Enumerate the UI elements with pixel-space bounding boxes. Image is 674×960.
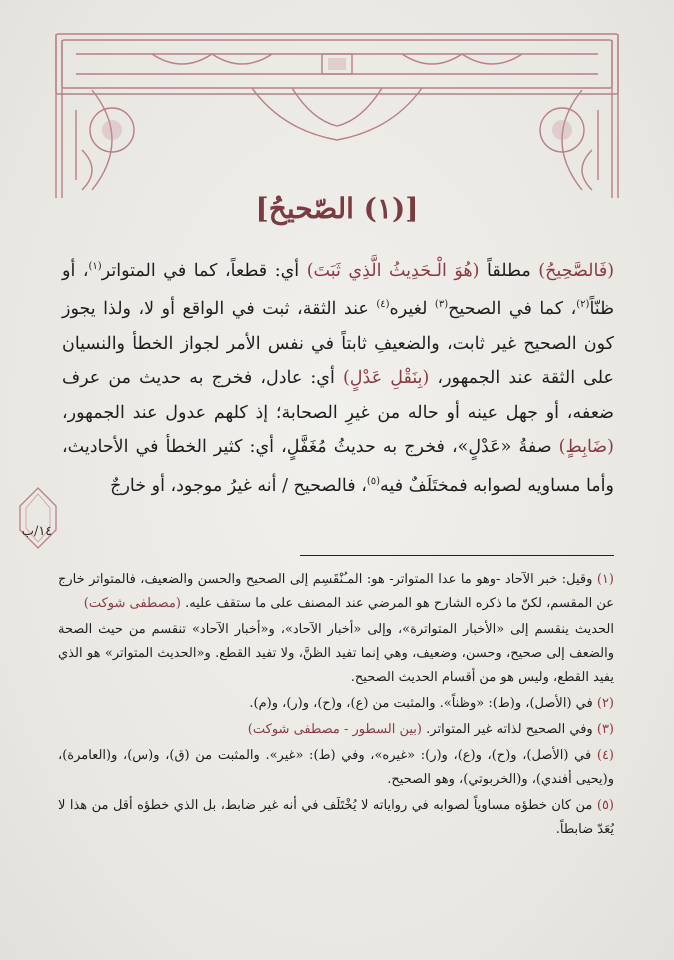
matn-term: (فَالصَّحِيحُ) [538, 260, 615, 281]
footnote-number: (٢) [596, 696, 614, 711]
section-heading: [(١) الصّحيحُ] [255, 192, 419, 225]
footnote-number: (١) [596, 572, 614, 587]
footnote-ref[interactable]: (٤) [376, 299, 390, 311]
footnote-1 [58, 568, 614, 616]
footnote-text: وقيل: خبر الآحاد -وهو ما عدا المتواتر- هو: المـُنْقَسِم إلى الصحيح والحسن والضعيف، فالمتواتر خارج عن المقسم، لكنّ ما ذكره الشارح هو المرضي عند المصنف على ما ستقف عليه. [58, 572, 614, 611]
footnote-text: في (الأصل)، و(ط): «وظناً». والمثبت من (ع)، و(ح)، و(ر)، و(م). [249, 696, 593, 711]
commentary-text: ، فالصحيح / أنه غيرُ موجود، أو خارجٌ [110, 475, 367, 496]
footnote-attribution: (مصطفى شوكت) [83, 596, 181, 611]
folio-marker-ornament [16, 486, 60, 550]
matn-term: (ضَابِطٍ) [558, 437, 614, 458]
footnote-attribution: (بين السطور - مصطفى شوكت) [247, 722, 423, 737]
footnote-number: (٣) [596, 722, 614, 737]
footnotes [58, 568, 614, 844]
footnote-2 [58, 692, 614, 716]
footnote-number: (٥) [596, 798, 614, 813]
footnote-3 [58, 718, 614, 742]
footnote-1-continued: الحديث ينقسم إلى «الأخبار المتواترة»، وإلى «أخبار الآحاد»، و«أخبار الآحاد» تنقسم من حيث الصحة والضعف إلى صحيح، وحسن، وضعيف، وهي إنما تفيد الظنَّ، ولا تفيد القطع. و«الحديث المتواتر» هو الذي يفيد القطع، وليس هو من أقسام الحديث الصحيح. [58, 622, 614, 685]
commentary-text: لغيره [389, 299, 435, 320]
footnote-text: وفي الصحيح لذاته غير المتواتر. [426, 722, 593, 737]
main-text [62, 250, 614, 503]
footnote-text: في (الأصل)، و(ح)، و(ع)، و(ر): «غيره»، وفي (ط): «غير». والمثبت من (ق)، و(س)، و(العامرة)، و(يحيى أفندي)، و(الخربوتي)، وهو الصحيح. [58, 748, 614, 787]
footnote-number: (٤) [596, 748, 614, 763]
footnote-ref[interactable]: (١) [88, 261, 102, 272]
footnote-divider [300, 555, 614, 556]
commentary-text: عند الثقة، ثبت في الواقع أو لا، ولذا يجوز كون الصحيح غير ثابت، والضعيفِ ثابتاً في نفس الأمر لجواز الخطأ والنسيان على الثقة عند الجمهور، [62, 299, 614, 389]
footnote-ref[interactable]: (٥) [366, 475, 381, 487]
footnote-4 [58, 744, 614, 792]
commentary-text: أي: قطعاً، كما في المتواتر [101, 260, 307, 281]
footnote-5 [58, 794, 614, 842]
commentary-text: مطلقاً [479, 260, 539, 281]
footnote-ref[interactable]: (٢) [576, 299, 590, 311]
main-paragraph [62, 250, 614, 503]
matn-term: (بِنَقْلِ عَدْلٍ) [342, 368, 430, 389]
commentary-text: صفةُ «عَدْلٍ»، فخرج به حديثُ مُغَفَّلٍ، أي: كثير الخطأ في الأحاديث، وأما مساويه لصوابه فمختَلَفٌ فيه [62, 437, 614, 496]
commentary-text: ، كما في الصحيح [448, 299, 577, 320]
commentary-text: ، أو ظنّاً [62, 260, 614, 320]
footnote-ref[interactable]: (٣) [434, 299, 449, 311]
folio-marker: ١٤/ب [21, 524, 53, 539]
footnote-text: من كان خطؤه مساوياً لصوابه في رواياته لا يُخْتَلَف في أنه غير ضابط، بل الذي خطؤه أقل من هذا لا يُعَدّ ضابطاً. [58, 798, 614, 837]
commentary-text: أي: عادل، فخرج به حديث من عرف ضعفه، أو جهل عينه أو حاله من غيرِ الصحابة؛ إذ كلهم عدول عند الجمهور، [62, 368, 614, 423]
decorative-header-ornament [52, 30, 622, 202]
matn-term: (هُوَ الْـحَدِيثُ الَّذِي ثَبَتَ) [306, 260, 480, 281]
